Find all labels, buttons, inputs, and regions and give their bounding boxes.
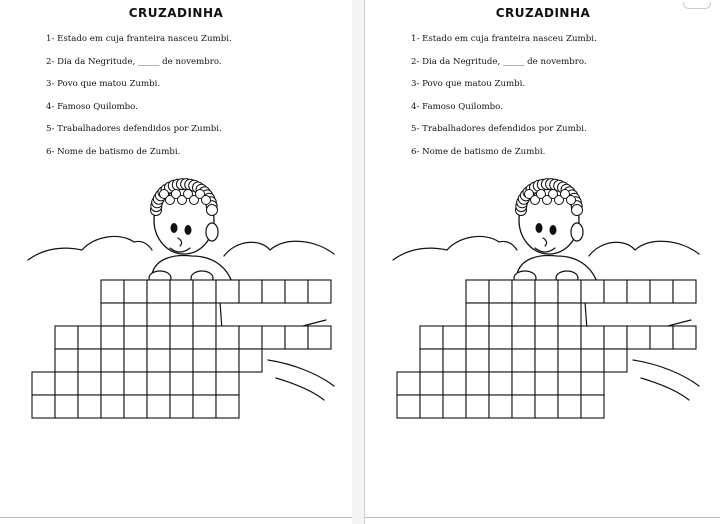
clue-4: 4- Famoso Quilombo. [46, 101, 138, 112]
crossword-cell [512, 326, 535, 349]
crossword-cell [535, 372, 558, 395]
crossword-cell [101, 349, 124, 372]
crossword-cell [466, 349, 489, 372]
crossword-cell [650, 326, 673, 349]
crossword-cell [216, 395, 239, 418]
crossword-cell [466, 326, 489, 349]
page-bottom-line [0, 517, 352, 518]
crossword-cell [124, 372, 147, 395]
crossword-cell [466, 303, 489, 326]
clue-3: 3- Povo que matou Zumbi. [46, 79, 161, 89]
crossword-cell [170, 303, 193, 326]
crossword-cell [193, 280, 216, 303]
crossword-cell [443, 326, 466, 349]
crossword-cell [466, 395, 489, 418]
crossword-cell [239, 326, 262, 349]
crossword-cell [650, 280, 673, 303]
clue-6: 6- Nome de batismo de Zumbi. [46, 146, 181, 157]
crossword-cell [32, 372, 55, 395]
crossword-cell [147, 303, 170, 326]
crossword-cell [170, 280, 193, 303]
hair-curl [207, 205, 218, 216]
crossword-cell [193, 395, 216, 418]
crossword-cell [443, 349, 466, 372]
crossword-cell [581, 395, 604, 418]
crossword-cell [55, 372, 78, 395]
crossword-cell [604, 349, 627, 372]
crossword-cell [489, 280, 512, 303]
crossword-cell [55, 349, 78, 372]
crossword-cell [420, 372, 443, 395]
crossword-cell [489, 372, 512, 395]
crossword-cell [535, 326, 558, 349]
crossword-cell [55, 326, 78, 349]
crossword-cell [216, 280, 239, 303]
crossword-cell [101, 326, 124, 349]
worksheet-left [0, 0, 353, 524]
crossword-cell [535, 395, 558, 418]
crossword-cell [604, 326, 627, 349]
crossword-cell [581, 280, 604, 303]
crossword-cell [308, 280, 331, 303]
crossword-cell [78, 326, 101, 349]
crossword-cell [397, 372, 420, 395]
clue-1: 1- Estado em cuja franteira nasceu Zumbi. [46, 34, 232, 44]
crossword-cell [466, 280, 489, 303]
crossword-cell [262, 280, 285, 303]
crossword-cell [604, 280, 627, 303]
crossword-cell [512, 395, 535, 418]
worksheet-title: CRUZADINHA [495, 6, 591, 20]
crossword-cell [673, 326, 696, 349]
clue-5: 5- Trabalhadores defendidos por Zumbi. [411, 124, 587, 134]
eye-icon [185, 225, 192, 235]
page-bottom-line [365, 517, 720, 518]
crossword-cell [512, 303, 535, 326]
crossword-cell [101, 395, 124, 418]
clue-4: 4- Famoso Quilombo. [411, 101, 503, 112]
crossword-cell [124, 326, 147, 349]
clue-2: 2- Dia da Negritude, _____ de novembro. [411, 56, 587, 67]
ear [571, 223, 583, 241]
eye-icon [171, 223, 178, 233]
crossword-cell [78, 372, 101, 395]
crossword-cell [512, 372, 535, 395]
crossword-cell [489, 349, 512, 372]
crossword-cell [262, 326, 285, 349]
crossword-cell [124, 303, 147, 326]
boy-illustration-with-crossword-grid [389, 170, 709, 470]
crossword-cell [147, 395, 170, 418]
crossword-cell [147, 349, 170, 372]
crossword-cell [673, 280, 696, 303]
crossword-cell [397, 395, 420, 418]
crossword-cell [124, 349, 147, 372]
crossword-cell [308, 326, 331, 349]
crossword-cell [170, 326, 193, 349]
crossword-cell [101, 372, 124, 395]
crossword-cell [558, 303, 581, 326]
crossword-cell [101, 303, 124, 326]
eye-icon [550, 225, 557, 235]
crossword-cell [420, 395, 443, 418]
hair-curl [572, 205, 583, 216]
crossword-cell [627, 326, 650, 349]
hair-curl [567, 196, 576, 205]
crossword-cell [124, 280, 147, 303]
crossword-cell [489, 395, 512, 418]
crossword-cell [535, 280, 558, 303]
crossword-cell [193, 326, 216, 349]
crossword-cell [193, 372, 216, 395]
crossword-cell [558, 395, 581, 418]
worksheet-title: CRUZADINHA [128, 6, 224, 20]
crossword-cell [512, 280, 535, 303]
crossword-cell [489, 303, 512, 326]
crossword-cell [285, 280, 308, 303]
crossword-cell [147, 326, 170, 349]
crossword-cell [147, 280, 170, 303]
crossword-cell [535, 303, 558, 326]
crossword-cell [581, 349, 604, 372]
crossword-cell [558, 326, 581, 349]
clue-list [46, 32, 232, 167]
crossword-cell [101, 280, 124, 303]
crossword-cell [420, 349, 443, 372]
crossword-cell [216, 326, 239, 349]
worksheet-right [364, 0, 720, 524]
crossword-cell [147, 372, 170, 395]
crossword-cell [170, 349, 193, 372]
clue-list [411, 32, 597, 167]
crossword-cell [285, 326, 308, 349]
crossword-cell [170, 395, 193, 418]
crossword-cell [443, 372, 466, 395]
crossword-cell [443, 395, 466, 418]
crossword-cell [55, 395, 78, 418]
ear [206, 223, 218, 241]
crossword-cell [466, 372, 489, 395]
crossword-cell [535, 349, 558, 372]
clue-6: 6- Nome de batismo de Zumbi. [411, 146, 546, 157]
crossword-cell [558, 372, 581, 395]
clue-1: 1- Estado em cuja franteira nasceu Zumbi. [411, 34, 597, 44]
crossword-cell [512, 349, 535, 372]
crossword-cell [558, 349, 581, 372]
crossword-cell [420, 326, 443, 349]
crossword-cell [581, 326, 604, 349]
crossword-cell [239, 349, 262, 372]
crossword-cell [78, 349, 101, 372]
crossword-cell [627, 280, 650, 303]
eye-icon [536, 223, 543, 233]
crossword-cell [558, 280, 581, 303]
crossword-cell [170, 372, 193, 395]
crossword-cell [489, 326, 512, 349]
crossword-cell [239, 280, 262, 303]
crossword-cell [193, 349, 216, 372]
hair-curl [202, 196, 211, 205]
crossword-cell [32, 395, 55, 418]
crossword-cell [78, 395, 101, 418]
clue-5: 5- Trabalhadores defendidos por Zumbi. [46, 124, 222, 134]
crossword-cell [193, 303, 216, 326]
boy-illustration-with-crossword-grid [24, 170, 344, 470]
crossword-cell [216, 349, 239, 372]
crossword-cell [216, 372, 239, 395]
page-gutter [352, 0, 364, 524]
clue-3: 3- Povo que matou Zumbi. [411, 79, 526, 89]
crossword-cell [124, 395, 147, 418]
clue-2: 2- Dia da Negritude, _____ de novembro. [46, 56, 222, 67]
crossword-cell [581, 372, 604, 395]
